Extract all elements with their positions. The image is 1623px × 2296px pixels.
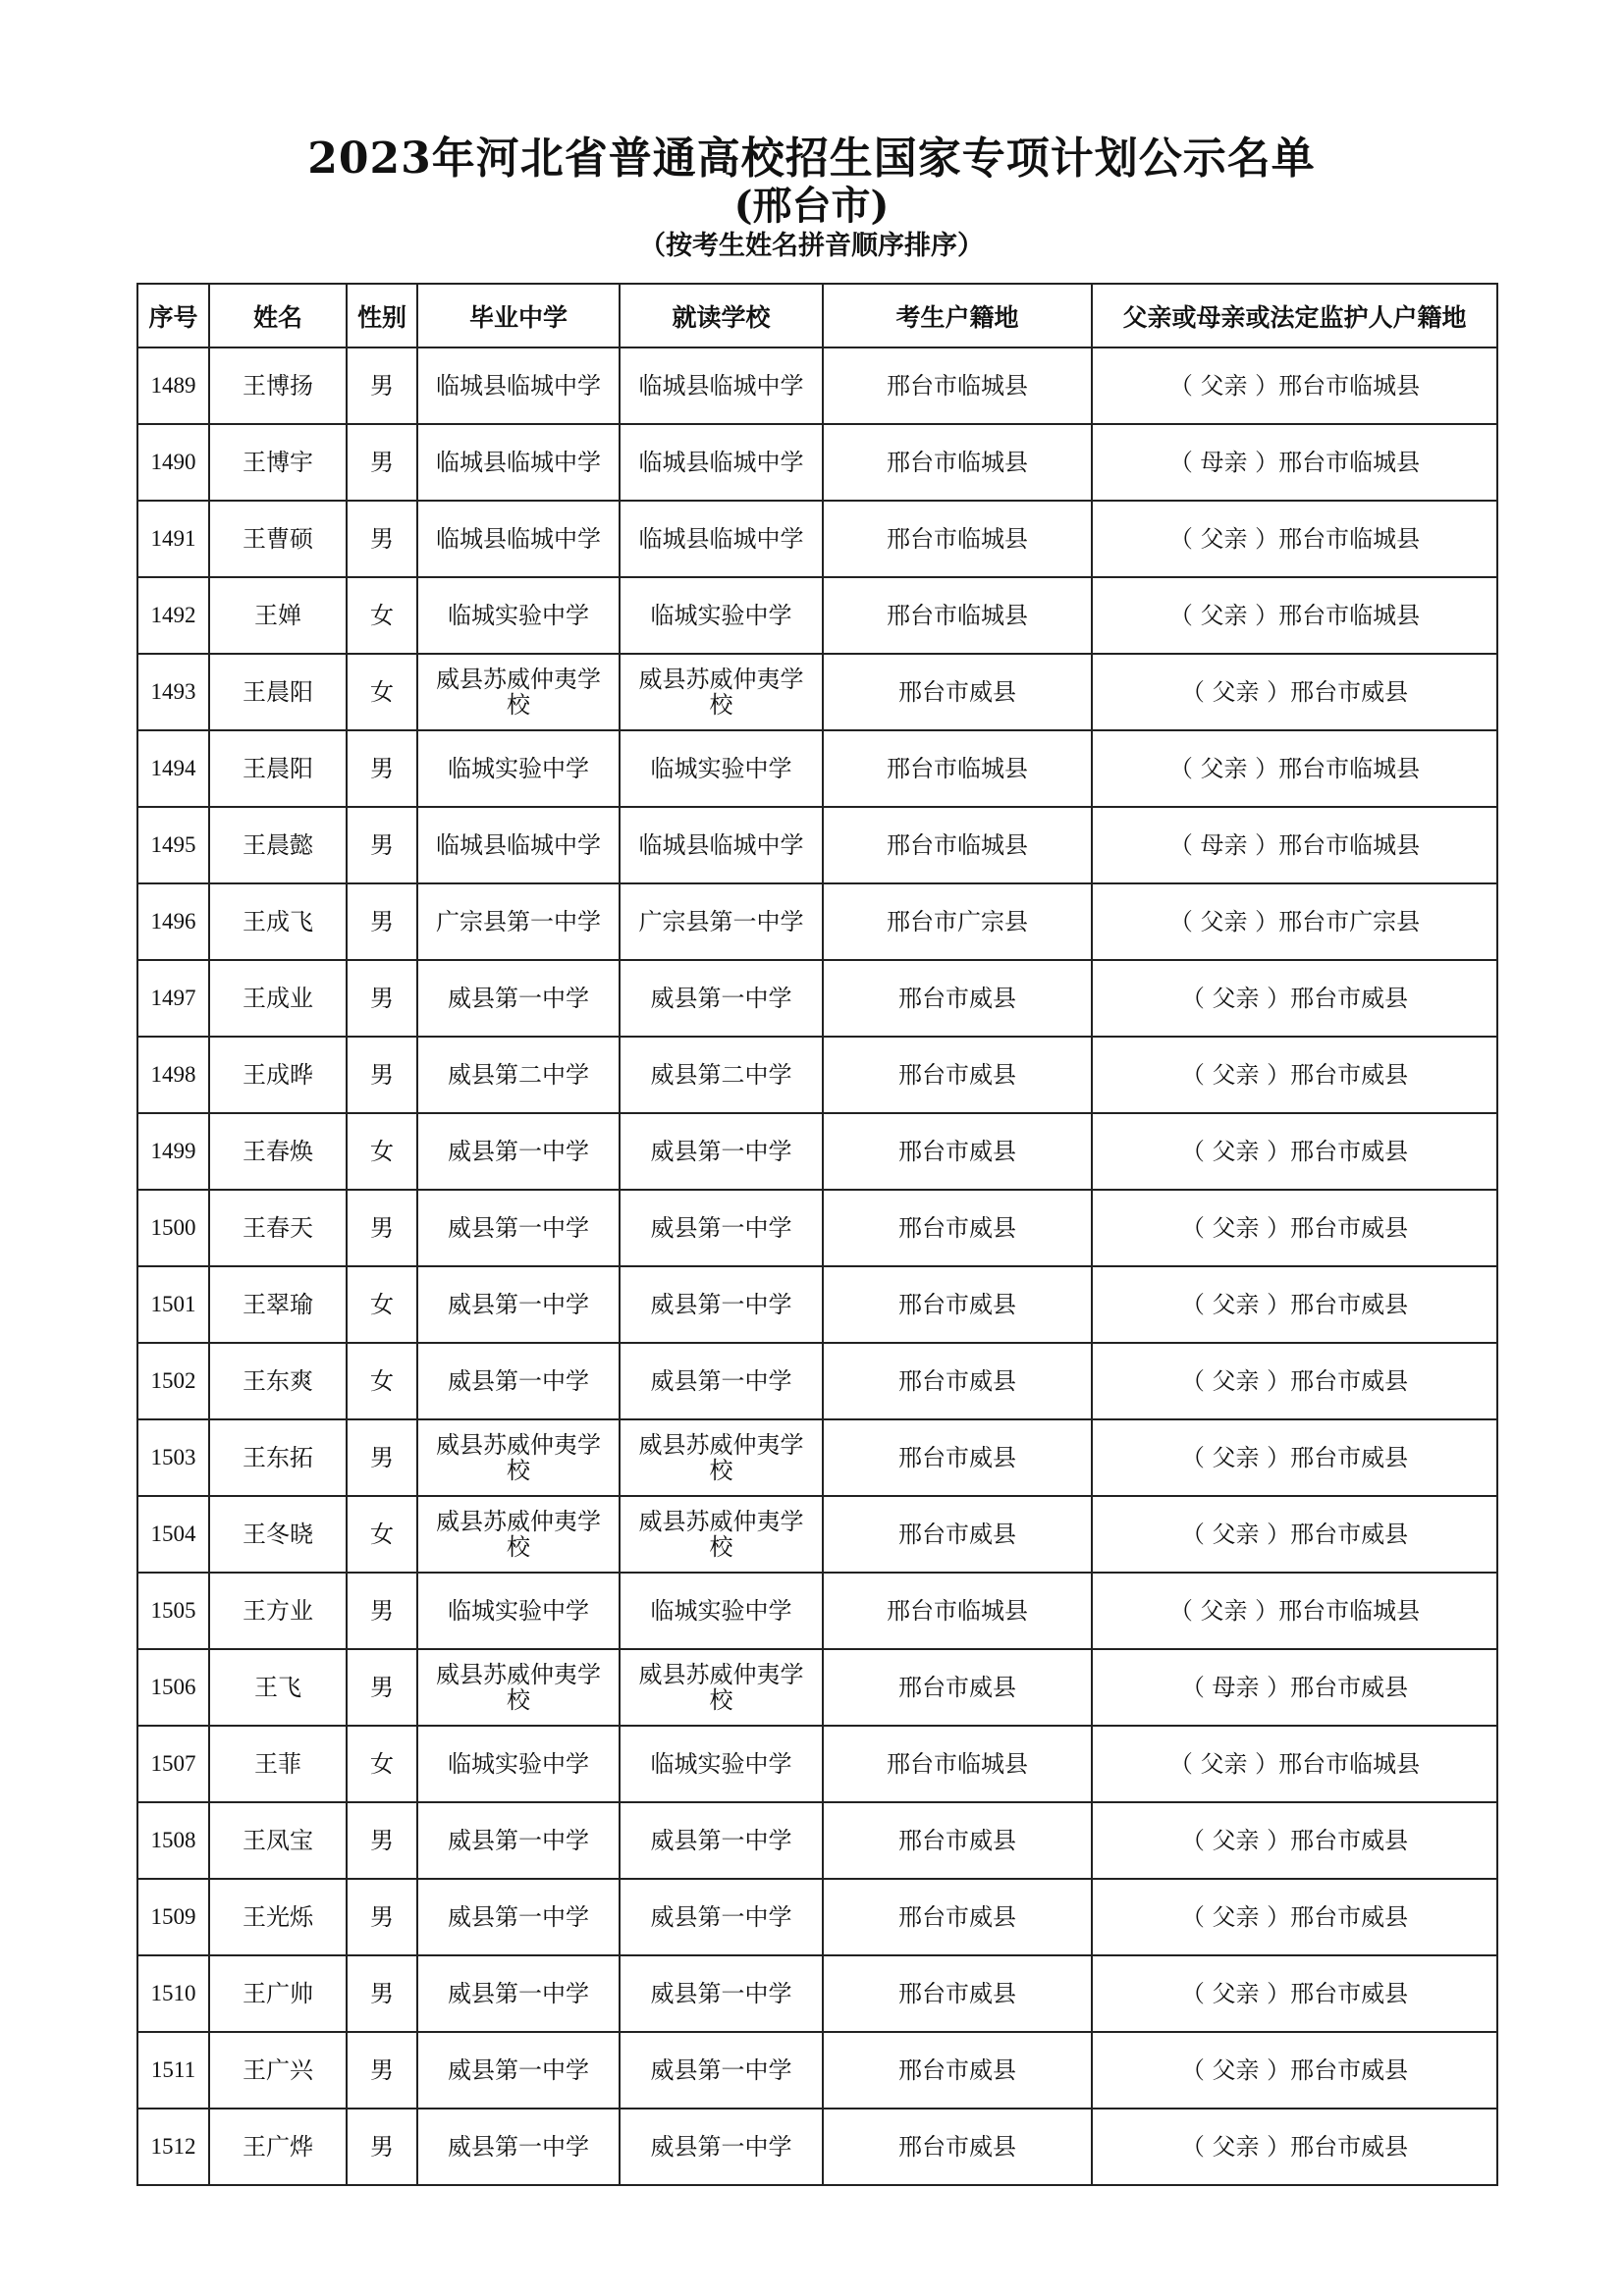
cell-guardian-residence: （ 父亲 ）邢台市威县 bbox=[1092, 1343, 1497, 1419]
school-text: 威县第一中学 bbox=[650, 1367, 792, 1395]
school-text: 威县第一中学 bbox=[650, 1291, 792, 1318]
cell-name: 王曹硕 bbox=[209, 501, 347, 577]
cell-number: 1490 bbox=[137, 424, 209, 501]
cell-residence: 邢台市威县 bbox=[823, 2109, 1092, 2185]
cell-guardian-residence: （ 父亲 ）邢台市威县 bbox=[1092, 960, 1497, 1037]
cell-graduation-school bbox=[417, 1419, 620, 1496]
school-text: 威县苏威仲夷学校 bbox=[436, 1508, 601, 1561]
cell-name: 王成飞 bbox=[209, 883, 347, 960]
cell-graduation-school bbox=[417, 1726, 620, 1802]
table-row bbox=[137, 1037, 1497, 1113]
school-text: 临城实验中学 bbox=[650, 755, 792, 782]
cell-number: 1505 bbox=[137, 1573, 209, 1649]
cell-number: 1507 bbox=[137, 1726, 209, 1802]
cell-name: 王冬晓 bbox=[209, 1496, 347, 1573]
cell-residence: 邢台市威县 bbox=[823, 1113, 1092, 1190]
school-text: 临城实验中学 bbox=[650, 1597, 792, 1625]
table-row bbox=[137, 577, 1497, 654]
table-row bbox=[137, 1802, 1497, 1879]
cell-gender: 男 bbox=[347, 1190, 417, 1266]
school-text: 威县第一中学 bbox=[448, 2056, 589, 2084]
cell-guardian-residence: （ 父亲 ）邢台市威县 bbox=[1092, 1419, 1497, 1496]
cell-current-school bbox=[620, 1879, 823, 1955]
cell-name: 王晨懿 bbox=[209, 807, 347, 883]
table-header-row bbox=[137, 284, 1497, 347]
cell-number: 1492 bbox=[137, 577, 209, 654]
school-text: 威县第一中学 bbox=[448, 985, 589, 1012]
cell-gender: 男 bbox=[347, 883, 417, 960]
cell-gender: 男 bbox=[347, 1037, 417, 1113]
school-text: 威县第一中学 bbox=[650, 2133, 792, 2161]
cell-current-school bbox=[620, 1266, 823, 1343]
cell-name: 王婵 bbox=[209, 577, 347, 654]
cell-number: 1495 bbox=[137, 807, 209, 883]
cell-current-school bbox=[620, 1955, 823, 2032]
school-text: 威县苏威仲夷学校 bbox=[638, 1661, 804, 1714]
school-text: 威县苏威仲夷学校 bbox=[638, 1431, 804, 1484]
school-text: 临城县临城中学 bbox=[436, 831, 601, 859]
table-row bbox=[137, 1726, 1497, 1802]
cell-current-school bbox=[620, 1573, 823, 1649]
cell-guardian-residence: （ 父亲 ）邢台市威县 bbox=[1092, 1037, 1497, 1113]
cell-name: 王翠瑜 bbox=[209, 1266, 347, 1343]
cell-current-school bbox=[620, 807, 823, 883]
school-text: 威县第一中学 bbox=[650, 1903, 792, 1931]
cell-graduation-school bbox=[417, 807, 620, 883]
school-text: 威县第一中学 bbox=[650, 1980, 792, 2007]
cell-residence: 邢台市威县 bbox=[823, 654, 1092, 730]
cell-residence: 邢台市威县 bbox=[823, 1802, 1092, 1879]
cell-gender: 男 bbox=[347, 807, 417, 883]
school-text: 威县第一中学 bbox=[448, 1827, 589, 1854]
table-row bbox=[137, 1343, 1497, 1419]
cell-guardian-residence: （ 父亲 ）邢台市临城县 bbox=[1092, 501, 1497, 577]
cell-gender: 男 bbox=[347, 347, 417, 424]
school-text: 临城实验中学 bbox=[448, 602, 589, 629]
cell-graduation-school bbox=[417, 1113, 620, 1190]
cell-graduation-school bbox=[417, 347, 620, 424]
cell-name: 王凤宝 bbox=[209, 1802, 347, 1879]
cell-name: 王光烁 bbox=[209, 1879, 347, 1955]
cell-guardian-residence: （ 父亲 ）邢台市威县 bbox=[1092, 1879, 1497, 1955]
table-row bbox=[137, 807, 1497, 883]
cell-number: 1493 bbox=[137, 654, 209, 730]
table-row bbox=[137, 424, 1497, 501]
cell-guardian-residence: （ 父亲 ）邢台市威县 bbox=[1092, 1496, 1497, 1573]
cell-guardian-residence: （ 父亲 ）邢台市临城县 bbox=[1092, 577, 1497, 654]
table-row bbox=[137, 1419, 1497, 1496]
cell-name: 王东爽 bbox=[209, 1343, 347, 1419]
school-text: 威县第二中学 bbox=[448, 1061, 589, 1089]
cell-graduation-school bbox=[417, 1573, 620, 1649]
school-text: 威县第一中学 bbox=[448, 2133, 589, 2161]
cell-guardian-residence: （ 父亲 ）邢台市威县 bbox=[1092, 2032, 1497, 2109]
header-cell-guardian-residence: 父亲或母亲或法定监护人户籍地 bbox=[1092, 284, 1497, 347]
school-text: 威县苏威仲夷学校 bbox=[436, 1661, 601, 1714]
cell-graduation-school bbox=[417, 1955, 620, 2032]
cell-residence: 邢台市威县 bbox=[823, 1649, 1092, 1726]
cell-number: 1496 bbox=[137, 883, 209, 960]
cell-name: 王春天 bbox=[209, 1190, 347, 1266]
cell-number: 1504 bbox=[137, 1496, 209, 1573]
school-text: 临城县临城中学 bbox=[436, 449, 601, 476]
cell-graduation-school bbox=[417, 1879, 620, 1955]
school-text: 临城县临城中学 bbox=[638, 449, 804, 476]
header-cell-current-school: 就读学校 bbox=[620, 284, 823, 347]
cell-current-school bbox=[620, 2032, 823, 2109]
page-subtitle: (邢台市) bbox=[733, 183, 890, 229]
cell-gender: 男 bbox=[347, 1955, 417, 2032]
table-row bbox=[137, 1649, 1497, 1726]
cell-current-school bbox=[620, 1343, 823, 1419]
school-text: 威县第一中学 bbox=[448, 1903, 589, 1931]
cell-number: 1489 bbox=[137, 347, 209, 424]
school-text: 临城实验中学 bbox=[448, 1597, 589, 1625]
cell-current-school bbox=[620, 2109, 823, 2185]
cell-current-school bbox=[620, 654, 823, 730]
cell-guardian-residence: （ 父亲 ）邢台市威县 bbox=[1092, 1266, 1497, 1343]
school-text: 临城实验中学 bbox=[650, 1750, 792, 1778]
school-text: 临城实验中学 bbox=[448, 755, 589, 782]
cell-number: 1508 bbox=[137, 1802, 209, 1879]
school-text: 临城实验中学 bbox=[448, 1750, 589, 1778]
cell-graduation-school bbox=[417, 424, 620, 501]
cell-name: 王广烨 bbox=[209, 2109, 347, 2185]
table-row bbox=[137, 501, 1497, 577]
cell-gender: 男 bbox=[347, 424, 417, 501]
cell-gender: 男 bbox=[347, 1649, 417, 1726]
cell-graduation-school bbox=[417, 883, 620, 960]
cell-number: 1503 bbox=[137, 1419, 209, 1496]
cell-guardian-residence: （ 父亲 ）邢台市威县 bbox=[1092, 1802, 1497, 1879]
cell-guardian-residence: （ 父亲 ）邢台市威县 bbox=[1092, 1955, 1497, 2032]
cell-gender: 男 bbox=[347, 1573, 417, 1649]
cell-name: 王博宇 bbox=[209, 424, 347, 501]
school-text: 威县苏威仲夷学校 bbox=[436, 1431, 601, 1484]
cell-current-school bbox=[620, 1037, 823, 1113]
table-row bbox=[137, 2032, 1497, 2109]
cell-graduation-school bbox=[417, 577, 620, 654]
cell-residence: 邢台市临城县 bbox=[823, 577, 1092, 654]
cell-graduation-school bbox=[417, 730, 620, 807]
cell-graduation-school bbox=[417, 2032, 620, 2109]
cell-number: 1510 bbox=[137, 1955, 209, 2032]
cell-residence: 邢台市临城县 bbox=[823, 730, 1092, 807]
cell-gender: 女 bbox=[347, 1343, 417, 1419]
cell-number: 1501 bbox=[137, 1266, 209, 1343]
school-text: 威县第一中学 bbox=[448, 1980, 589, 2007]
cell-guardian-residence: （ 父亲 ）邢台市广宗县 bbox=[1092, 883, 1497, 960]
header-cell-name: 姓名 bbox=[209, 284, 347, 347]
cell-current-school bbox=[620, 501, 823, 577]
cell-number: 1502 bbox=[137, 1343, 209, 1419]
cell-graduation-school bbox=[417, 1190, 620, 1266]
school-text: 临城县临城中学 bbox=[436, 525, 601, 553]
cell-residence: 邢台市威县 bbox=[823, 1190, 1092, 1266]
school-text: 威县第一中学 bbox=[650, 985, 792, 1012]
cell-current-school bbox=[620, 1802, 823, 1879]
cell-number: 1498 bbox=[137, 1037, 209, 1113]
cell-name: 王晨阳 bbox=[209, 730, 347, 807]
table-row bbox=[137, 1955, 1497, 2032]
cell-name: 王广兴 bbox=[209, 2032, 347, 2109]
cell-residence: 邢台市临城县 bbox=[823, 807, 1092, 883]
cell-current-school bbox=[620, 883, 823, 960]
school-text: 广宗县第一中学 bbox=[638, 908, 804, 935]
cell-number: 1491 bbox=[137, 501, 209, 577]
cell-guardian-residence: （ 父亲 ）邢台市临城县 bbox=[1092, 347, 1497, 424]
cell-guardian-residence: （ 母亲 ）邢台市临城县 bbox=[1092, 807, 1497, 883]
school-text: 威县第一中学 bbox=[448, 1138, 589, 1165]
cell-number: 1499 bbox=[137, 1113, 209, 1190]
cell-gender: 男 bbox=[347, 730, 417, 807]
table-row bbox=[137, 2109, 1497, 2185]
cell-residence: 邢台市威县 bbox=[823, 960, 1092, 1037]
cell-guardian-residence: （ 父亲 ）邢台市威县 bbox=[1092, 654, 1497, 730]
cell-name: 王成晔 bbox=[209, 1037, 347, 1113]
cell-gender: 男 bbox=[347, 1419, 417, 1496]
cell-number: 1494 bbox=[137, 730, 209, 807]
cell-name: 王广帅 bbox=[209, 1955, 347, 2032]
cell-number: 1497 bbox=[137, 960, 209, 1037]
header-cell-residence: 考生户籍地 bbox=[823, 284, 1092, 347]
cell-name: 王晨阳 bbox=[209, 654, 347, 730]
cell-guardian-residence: （ 母亲 ）邢台市威县 bbox=[1092, 1649, 1497, 1726]
cell-graduation-school bbox=[417, 1496, 620, 1573]
cell-number: 1509 bbox=[137, 1879, 209, 1955]
school-text: 威县第一中学 bbox=[650, 1214, 792, 1242]
cell-residence: 邢台市威县 bbox=[823, 1955, 1092, 2032]
school-text: 威县第一中学 bbox=[448, 1291, 589, 1318]
cell-number: 1511 bbox=[137, 2032, 209, 2109]
table-row bbox=[137, 347, 1497, 424]
cell-gender: 男 bbox=[347, 960, 417, 1037]
cell-number: 1500 bbox=[137, 1190, 209, 1266]
cell-guardian-residence: （ 父亲 ）邢台市临城县 bbox=[1092, 1726, 1497, 1802]
cell-graduation-school bbox=[417, 501, 620, 577]
cell-name: 王博扬 bbox=[209, 347, 347, 424]
cell-name: 王东拓 bbox=[209, 1419, 347, 1496]
cell-residence: 邢台市临城县 bbox=[823, 501, 1092, 577]
cell-gender: 男 bbox=[347, 501, 417, 577]
table-row bbox=[137, 654, 1497, 730]
school-text: 威县第一中学 bbox=[650, 2056, 792, 2084]
school-text: 威县苏威仲夷学校 bbox=[638, 1508, 804, 1561]
cell-current-school bbox=[620, 424, 823, 501]
cell-current-school bbox=[620, 1649, 823, 1726]
cell-graduation-school bbox=[417, 1649, 620, 1726]
cell-number: 1506 bbox=[137, 1649, 209, 1726]
cell-current-school bbox=[620, 1726, 823, 1802]
cell-residence: 邢台市威县 bbox=[823, 1496, 1092, 1573]
cell-current-school bbox=[620, 1190, 823, 1266]
cell-graduation-school bbox=[417, 1037, 620, 1113]
school-text: 威县第一中学 bbox=[448, 1367, 589, 1395]
header-cell-number: 序号 bbox=[137, 284, 209, 347]
table-row bbox=[137, 960, 1497, 1037]
cell-guardian-residence: （ 父亲 ）邢台市威县 bbox=[1092, 2109, 1497, 2185]
school-text: 威县第一中学 bbox=[448, 1214, 589, 1242]
cell-residence: 邢台市临城县 bbox=[823, 1726, 1092, 1802]
cell-current-school bbox=[620, 960, 823, 1037]
cell-residence: 邢台市临城县 bbox=[823, 347, 1092, 424]
cell-graduation-school bbox=[417, 960, 620, 1037]
cell-name: 王方业 bbox=[209, 1573, 347, 1649]
cell-residence: 邢台市威县 bbox=[823, 1037, 1092, 1113]
school-text: 临城县临城中学 bbox=[638, 372, 804, 400]
cell-gender: 男 bbox=[347, 1879, 417, 1955]
cell-gender: 女 bbox=[347, 1266, 417, 1343]
school-text: 广宗县第一中学 bbox=[436, 908, 601, 935]
cell-name: 王成业 bbox=[209, 960, 347, 1037]
cell-residence: 邢台市威县 bbox=[823, 1266, 1092, 1343]
table-row bbox=[137, 1496, 1497, 1573]
cell-guardian-residence: （ 父亲 ）邢台市临城县 bbox=[1092, 730, 1497, 807]
cell-graduation-school bbox=[417, 2109, 620, 2185]
roster-table bbox=[136, 283, 1498, 2186]
cell-residence: 邢台市临城县 bbox=[823, 1573, 1092, 1649]
table-row bbox=[137, 1573, 1497, 1649]
cell-guardian-residence: （ 父亲 ）邢台市威县 bbox=[1092, 1113, 1497, 1190]
cell-current-school bbox=[620, 1113, 823, 1190]
cell-residence: 邢台市临城县 bbox=[823, 424, 1092, 501]
cell-current-school bbox=[620, 577, 823, 654]
school-text: 威县苏威仲夷学校 bbox=[638, 666, 804, 719]
cell-name: 王春焕 bbox=[209, 1113, 347, 1190]
cell-name: 王菲 bbox=[209, 1726, 347, 1802]
school-text: 威县苏威仲夷学校 bbox=[436, 666, 601, 719]
cell-gender: 女 bbox=[347, 1496, 417, 1573]
cell-number: 1512 bbox=[137, 2109, 209, 2185]
cell-gender: 男 bbox=[347, 2109, 417, 2185]
cell-gender: 女 bbox=[347, 1726, 417, 1802]
sort-note: （按考生姓名拼音顺序排序） bbox=[639, 231, 984, 261]
cell-graduation-school bbox=[417, 1343, 620, 1419]
header-cell-graduation-school: 毕业中学 bbox=[417, 284, 620, 347]
cell-residence: 邢台市威县 bbox=[823, 2032, 1092, 2109]
cell-name: 王飞 bbox=[209, 1649, 347, 1726]
cell-gender: 男 bbox=[347, 2032, 417, 2109]
school-text: 威县第二中学 bbox=[650, 1061, 792, 1089]
table-row bbox=[137, 1190, 1497, 1266]
cell-residence: 邢台市威县 bbox=[823, 1343, 1092, 1419]
cell-graduation-school bbox=[417, 1266, 620, 1343]
school-text: 临城实验中学 bbox=[650, 602, 792, 629]
table-row bbox=[137, 1113, 1497, 1190]
header-cell-gender: 性别 bbox=[347, 284, 417, 347]
cell-current-school bbox=[620, 347, 823, 424]
cell-current-school bbox=[620, 1496, 823, 1573]
cell-current-school bbox=[620, 1419, 823, 1496]
table-row bbox=[137, 730, 1497, 807]
cell-gender: 女 bbox=[347, 577, 417, 654]
cell-residence: 邢台市威县 bbox=[823, 1879, 1092, 1955]
cell-guardian-residence: （ 父亲 ）邢台市威县 bbox=[1092, 1190, 1497, 1266]
cell-graduation-school bbox=[417, 1802, 620, 1879]
cell-gender: 女 bbox=[347, 654, 417, 730]
school-text: 临城县临城中学 bbox=[638, 525, 804, 553]
school-text: 临城县临城中学 bbox=[638, 831, 804, 859]
table-row bbox=[137, 1266, 1497, 1343]
cell-graduation-school bbox=[417, 654, 620, 730]
table-row bbox=[137, 883, 1497, 960]
cell-gender: 女 bbox=[347, 1113, 417, 1190]
table-row bbox=[137, 1879, 1497, 1955]
page-title: 2023年河北省普通高校招生国家专项计划公示名单 bbox=[307, 133, 1316, 184]
cell-current-school bbox=[620, 730, 823, 807]
cell-residence: 邢台市广宗县 bbox=[823, 883, 1092, 960]
school-text: 威县第一中学 bbox=[650, 1827, 792, 1854]
table-body bbox=[137, 347, 1497, 2185]
school-text: 威县第一中学 bbox=[650, 1138, 792, 1165]
cell-residence: 邢台市威县 bbox=[823, 1419, 1092, 1496]
cell-gender: 男 bbox=[347, 1802, 417, 1879]
cell-guardian-residence: （ 母亲 ）邢台市临城县 bbox=[1092, 424, 1497, 501]
school-text: 临城县临城中学 bbox=[436, 372, 601, 400]
cell-guardian-residence: （ 父亲 ）邢台市临城县 bbox=[1092, 1573, 1497, 1649]
